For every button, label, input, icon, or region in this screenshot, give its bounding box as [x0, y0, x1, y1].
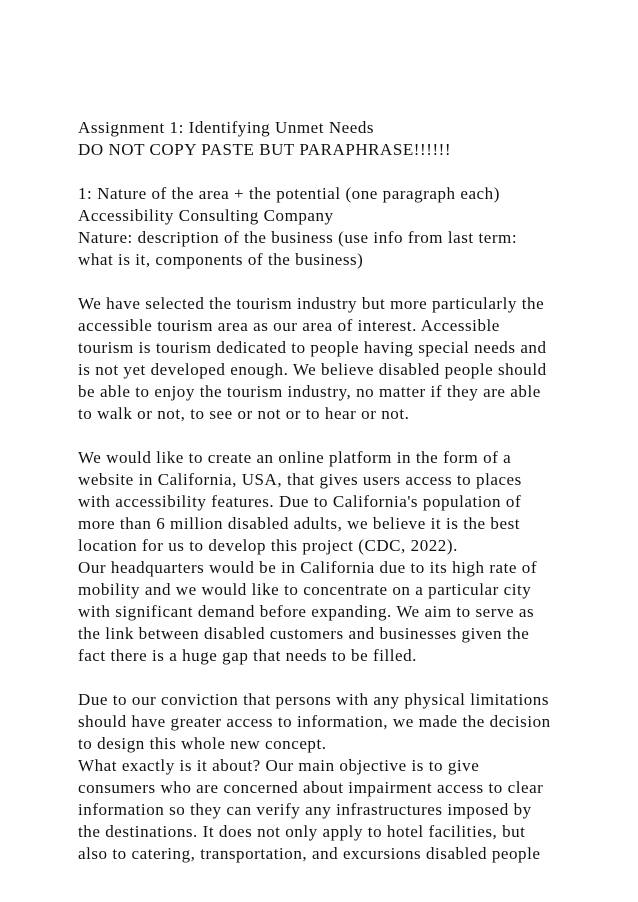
paragraph-line: consumers who are concerned about impairment access to clear: [78, 778, 544, 797]
paragraph-line: information so they can verify any infrastructures imposed by: [78, 800, 532, 819]
paragraph-line: mobility and we would like to concentrate on a particular city: [78, 580, 532, 599]
paragraph-line: with accessibility features. Due to California's population of: [78, 492, 522, 511]
paragraph-line: is not yet developed enough. We believe disabled people should: [78, 360, 547, 379]
spacer: [78, 271, 578, 293]
paragraph-line: with significant demand before expanding. We aim to serve as: [78, 602, 535, 621]
document-body: [78, 117, 578, 865]
paragraph-line: website in California, USA, that gives users access to places: [78, 470, 522, 489]
paragraph-line: tourism is tourism dedicated to people having special needs and: [78, 338, 547, 357]
paragraph-2: [78, 447, 578, 667]
paragraph-line: more than 6 million disabled adults, we believe it is the best: [78, 514, 521, 533]
company-name: Accessibility Consulting Company: [78, 206, 334, 225]
paragraph-3: [78, 689, 578, 865]
paragraph-line: We would like to create an online platform in the form of a: [78, 448, 512, 467]
paragraph-line: should have greater access to information, we made the decision: [78, 712, 551, 731]
paragraph-line: location for us to develop this project (CDC, 2022).: [78, 536, 458, 555]
paragraph-line: Our headquarters would be in California due to its high rate of: [78, 558, 538, 577]
spacer: [78, 161, 578, 183]
assignment-title: Assignment 1: Identifying Unmet Needs: [78, 118, 375, 137]
paragraph-line: fact there is a huge gap that needs to be filled.: [78, 646, 417, 665]
assignment-instruction: DO NOT COPY PASTE BUT PARAPHRASE!!!!!!: [78, 140, 452, 159]
section-heading: 1: Nature of the area + the potential (one paragraph each): [78, 184, 500, 203]
paragraph-line: Due to our conviction that persons with any physical limitations: [78, 690, 549, 709]
paragraph-line: to design this whole new concept.: [78, 734, 327, 753]
paragraph-1: [78, 293, 578, 425]
spacer: [78, 425, 578, 447]
paragraph-line: What exactly is it about? Our main objective is to give: [78, 756, 480, 775]
spacer: [78, 667, 578, 689]
paragraph-line: We have selected the tourism industry but more particularly the: [78, 294, 545, 313]
nature-description-line: Nature: description of the business (use info from last term:: [78, 228, 518, 247]
paragraph-line: the link between disabled customers and businesses given the: [78, 624, 530, 643]
paragraph-line: the destinations. It does not only apply to hotel facilities, but: [78, 822, 526, 841]
paragraph-line: to walk or not, to see or not or to hear or not.: [78, 404, 410, 423]
paragraph-line: accessible tourism area as our area of interest. Accessible: [78, 316, 500, 335]
paragraph-line: also to catering, transportation, and excursions disabled people: [78, 844, 541, 863]
nature-description-line: what is it, components of the business): [78, 250, 364, 269]
paragraph-line: be able to enjoy the tourism industry, no matter if they are able: [78, 382, 541, 401]
